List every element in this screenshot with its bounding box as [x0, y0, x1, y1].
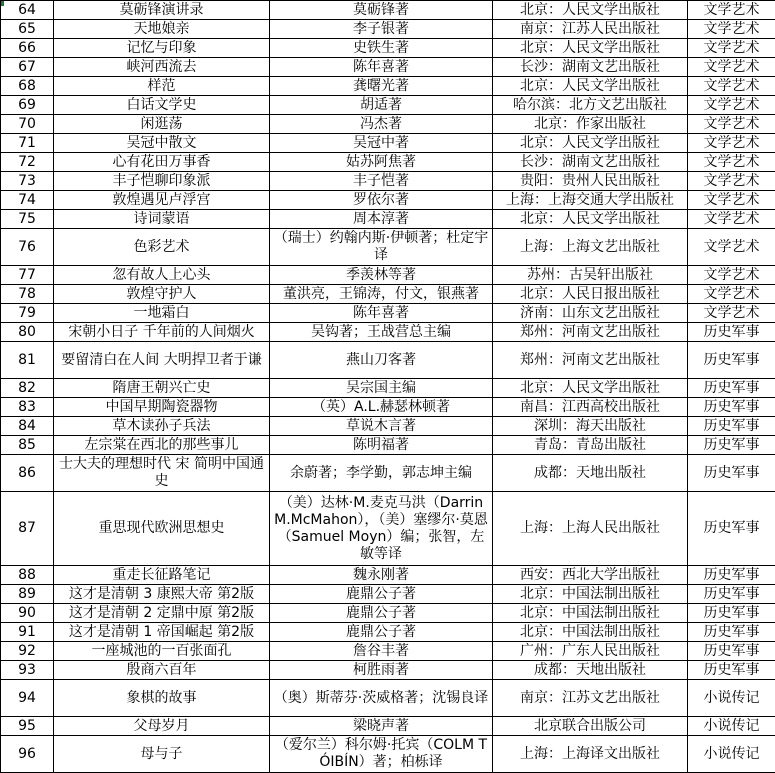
cell-number[interactable]: 80	[1, 323, 54, 342]
cell-publisher[interactable]: 长沙：湖南文艺出版社	[493, 58, 688, 77]
table-row	[1, 492, 775, 566]
cell-publisher[interactable]: 南昌：江西高校出版社	[493, 398, 688, 417]
cell-author[interactable]: 龚曙光著	[270, 77, 493, 96]
cell-publisher[interactable]: 苏州：古吴轩出版社	[493, 266, 688, 285]
table-row	[1, 623, 775, 642]
cell-title[interactable]: 一地霜白	[54, 304, 270, 323]
cell-author[interactable]: （美）达林·M.麦克马洪（Darrin M.McMahon），（美）塞缪尔·莫恩（Samuel Moyn）编；张智，左敏等译	[270, 492, 493, 566]
table-row	[1, 661, 775, 680]
table-row	[1, 717, 775, 736]
cell-category[interactable]: 文学艺术	[688, 77, 775, 96]
cell-category[interactable]: 文学艺术	[688, 115, 775, 134]
cell-category[interactable]: 小说传记	[688, 736, 775, 773]
cell-title[interactable]: 殷商六百年	[54, 661, 270, 680]
cell-author[interactable]: 史铁生著	[270, 39, 493, 58]
table-row	[1, 1, 775, 20]
table-row	[1, 304, 775, 323]
cell-publisher[interactable]: 郑州：河南文艺出版社	[493, 342, 688, 379]
cell-publisher[interactable]: 南京：江苏文艺出版社	[493, 680, 688, 717]
cell-publisher[interactable]: 北京：人民日报出版社	[493, 285, 688, 304]
table-row	[1, 58, 775, 77]
table-row	[1, 680, 775, 717]
table-row	[1, 455, 775, 492]
table-row	[1, 96, 775, 115]
cell-title[interactable]: 士大夫的理想时代 宋 简明中国通史	[54, 455, 270, 492]
cell-category[interactable]: 历史军事	[688, 417, 775, 436]
cell-author[interactable]: 吴宗国主编	[270, 379, 493, 398]
cell-category[interactable]: 历史军事	[688, 379, 775, 398]
cell-publisher[interactable]: 广州：广东人民出版社	[493, 642, 688, 661]
table-body	[1, 1, 775, 773]
cell-number[interactable]: 78	[1, 285, 54, 304]
cell-publisher[interactable]: 南京：江苏人民出版社	[493, 20, 688, 39]
cell-number[interactable]: 92	[1, 642, 54, 661]
cell-category[interactable]: 历史军事	[688, 585, 775, 604]
cell-category[interactable]: 历史军事	[688, 398, 775, 417]
cell-number[interactable]: 65	[1, 20, 54, 39]
cell-publisher[interactable]: 哈尔滨：北方文艺出版社	[493, 96, 688, 115]
table-row	[1, 436, 775, 455]
cell-number[interactable]: 79	[1, 304, 54, 323]
cell-title[interactable]: 重走长征路笔记	[54, 566, 270, 585]
cell-category[interactable]: 文学艺术	[688, 96, 775, 115]
cell-author[interactable]: 陈年喜著	[270, 304, 493, 323]
cell-title[interactable]: 天地娘亲	[54, 20, 270, 39]
cell-number[interactable]: 93	[1, 661, 54, 680]
cell-category[interactable]: 小说传记	[688, 717, 775, 736]
cell-title[interactable]: 父母岁月	[54, 717, 270, 736]
cell-publisher[interactable]: 西安：西北大学出版社	[493, 566, 688, 585]
cell-title[interactable]: 宋朝小日子 千年前的人间烟火	[54, 323, 270, 342]
cell-publisher[interactable]: 北京：中国法制出版社	[493, 623, 688, 642]
cell-number[interactable]: 81	[1, 342, 54, 379]
cell-title[interactable]: 重思现代欧洲思想史	[54, 492, 270, 566]
cell-title[interactable]: 敦煌遇见卢浮宫	[54, 191, 270, 210]
table-row	[1, 585, 775, 604]
cell-title[interactable]: 中国早期陶瓷器物	[54, 398, 270, 417]
cell-category[interactable]: 文学艺术	[688, 153, 775, 172]
cell-title[interactable]: 要留清白在人间 大明捍卫者于谦	[54, 342, 270, 379]
table-row	[1, 134, 775, 153]
table-row	[1, 417, 775, 436]
cell-number[interactable]: 96	[1, 736, 54, 773]
cell-category[interactable]: 文学艺术	[688, 229, 775, 266]
cell-category[interactable]: 历史军事	[688, 623, 775, 642]
cell-number[interactable]: 94	[1, 680, 54, 717]
cell-author[interactable]: （爱尔兰）科尔姆·托宾（COLM TÓIBÍN）著；柏栎译	[270, 736, 493, 773]
cell-author[interactable]: 董洪亮，王锦涛，付文，银燕著	[270, 285, 493, 304]
cell-author[interactable]: 姑苏阿焦著	[270, 153, 493, 172]
cell-author[interactable]: 丰子恺著	[270, 172, 493, 191]
cell-publisher[interactable]: 济南：山东文艺出版社	[493, 304, 688, 323]
table-row	[1, 77, 775, 96]
cell-publisher[interactable]: 北京：中国法制出版社	[493, 604, 688, 623]
cell-category[interactable]: 历史军事	[688, 566, 775, 585]
table-row	[1, 20, 775, 39]
cell-publisher[interactable]: 上海：上海文艺出版社	[493, 229, 688, 266]
cell-number[interactable]: 86	[1, 455, 54, 492]
cell-publisher[interactable]: 长沙：湖南文艺出版社	[493, 153, 688, 172]
cell-category[interactable]: 文学艺术	[688, 266, 775, 285]
cell-number[interactable]: 72	[1, 153, 54, 172]
cell-publisher[interactable]: 北京：作家出版社	[493, 115, 688, 134]
table-row	[1, 172, 775, 191]
cell-author[interactable]: 陈年喜著	[270, 58, 493, 77]
cell-title[interactable]: 样范	[54, 77, 270, 96]
cell-category[interactable]: 文学艺术	[688, 58, 775, 77]
cell-publisher[interactable]: 上海：上海交通大学出版社	[493, 191, 688, 210]
cell-number[interactable]: 90	[1, 604, 54, 623]
cell-author[interactable]: （瑞士）约翰内斯·伊顿著；杜定宇译	[270, 229, 493, 266]
table-row	[1, 398, 775, 417]
table-row	[1, 342, 775, 379]
cell-title[interactable]: 色彩艺术	[54, 229, 270, 266]
cell-number[interactable]: 82	[1, 379, 54, 398]
cell-author[interactable]: 詹谷丰著	[270, 642, 493, 661]
cell-number[interactable]: 83	[1, 398, 54, 417]
cell-author[interactable]: 季羡林等著	[270, 266, 493, 285]
cell-author[interactable]: 冯杰著	[270, 115, 493, 134]
cell-number[interactable]: 71	[1, 134, 54, 153]
cell-number[interactable]: 66	[1, 39, 54, 58]
cell-author[interactable]: 陈明福著	[270, 436, 493, 455]
cell-category[interactable]: 历史军事	[688, 642, 775, 661]
cell-category[interactable]: 历史军事	[688, 455, 775, 492]
cell-author[interactable]: 莫砺锋著	[270, 1, 493, 20]
cell-category[interactable]: 文学艺术	[688, 304, 775, 323]
cell-title[interactable]: 这才是清朝 3 康熙大帝 第2版	[54, 585, 270, 604]
cell-title[interactable]: 隋唐王朝兴亡史	[54, 379, 270, 398]
table-row	[1, 229, 775, 266]
cell-publisher[interactable]: 北京：人民文学出版社	[493, 39, 688, 58]
cell-number[interactable]: 70	[1, 115, 54, 134]
cell-category[interactable]: 文学艺术	[688, 1, 775, 20]
cell-title[interactable]: 峡河西流去	[54, 58, 270, 77]
cell-title[interactable]: 忽有故人上心头	[54, 266, 270, 285]
cell-publisher[interactable]: 北京：人民文学出版社	[493, 77, 688, 96]
cell-publisher[interactable]: 上海：上海译文出版社	[493, 736, 688, 773]
table-row	[1, 642, 775, 661]
cell-number[interactable]: 87	[1, 492, 54, 566]
cell-title[interactable]: 这才是清朝 2 定鼎中原 第2版	[54, 604, 270, 623]
table-row	[1, 566, 775, 585]
table-row	[1, 191, 775, 210]
cell-title[interactable]: 白话文学史	[54, 96, 270, 115]
cell-title[interactable]: 象棋的故事	[54, 680, 270, 717]
cell-category[interactable]: 历史军事	[688, 661, 775, 680]
cell-category[interactable]: 文学艺术	[688, 172, 775, 191]
cell-title[interactable]: 心有花田万事香	[54, 153, 270, 172]
cell-category[interactable]: 历史军事	[688, 323, 775, 342]
cell-number[interactable]: 91	[1, 623, 54, 642]
cell-publisher[interactable]: 北京：人民文学出版社	[493, 210, 688, 229]
cell-category[interactable]: 历史军事	[688, 342, 775, 379]
cell-category[interactable]: 文学艺术	[688, 134, 775, 153]
cell-category[interactable]: 小说传记	[688, 680, 775, 717]
cell-publisher[interactable]: 深圳：海天出版社	[493, 417, 688, 436]
cell-author[interactable]: （英）A.L.赫瑟林顿著	[270, 398, 493, 417]
table-row	[1, 285, 775, 304]
cell-author[interactable]: 鹿鼎公子著	[270, 623, 493, 642]
cell-number[interactable]: 69	[1, 96, 54, 115]
cell-title[interactable]: 敦煌守护人	[54, 285, 270, 304]
cell-publisher[interactable]: 郑州：河南文艺出版社	[493, 323, 688, 342]
cell-title[interactable]: 这才是清朝 1 帝国崛起 第2版	[54, 623, 270, 642]
cell-author[interactable]: 罗依尔著	[270, 191, 493, 210]
table-row	[1, 266, 775, 285]
cell-title[interactable]: 草木读孙子兵法	[54, 417, 270, 436]
cell-title[interactable]: 诗词蒙语	[54, 210, 270, 229]
table-row	[1, 153, 775, 172]
cell-title[interactable]: 闲逛荡	[54, 115, 270, 134]
cell-author[interactable]: 李子银著	[270, 20, 493, 39]
cell-author[interactable]: 草说木言著	[270, 417, 493, 436]
cell-author[interactable]: 柯胜雨著	[270, 661, 493, 680]
table-row	[1, 210, 775, 229]
cell-title[interactable]: 一座城池的一百张面孔	[54, 642, 270, 661]
cell-title[interactable]: 左宗棠在西北的那些事儿	[54, 436, 270, 455]
cell-number[interactable]: 88	[1, 566, 54, 585]
cell-publisher[interactable]: 北京：中国法制出版社	[493, 585, 688, 604]
cell-category[interactable]: 文学艺术	[688, 39, 775, 58]
table-row	[1, 39, 775, 58]
cell-number[interactable]: 68	[1, 77, 54, 96]
cell-author[interactable]: 吴钩著；王战营总主编	[270, 323, 493, 342]
cell-publisher[interactable]: 北京联合出版公司	[493, 717, 688, 736]
cell-title[interactable]: 记忆与印象	[54, 39, 270, 58]
cell-title[interactable]: 母与子	[54, 736, 270, 773]
cell-title[interactable]: 丰子恺聊印象派	[54, 172, 270, 191]
cell-author[interactable]: 鹿鼎公子著	[270, 585, 493, 604]
cell-publisher[interactable]: 青岛：青岛出版社	[493, 436, 688, 455]
cell-number[interactable]: 67	[1, 58, 54, 77]
cell-author[interactable]: 燕山刀客著	[270, 342, 493, 379]
table-row	[1, 115, 775, 134]
cell-number[interactable]: 76	[1, 229, 54, 266]
cell-number[interactable]: 74	[1, 191, 54, 210]
cell-title[interactable]: 莫砺锋演讲录	[54, 1, 270, 20]
cell-author[interactable]: 周本淳著	[270, 210, 493, 229]
table-row	[1, 323, 775, 342]
cell-author[interactable]: 梁晓声著	[270, 717, 493, 736]
cell-publisher[interactable]: 上海：上海人民出版社	[493, 492, 688, 566]
cell-publisher[interactable]: 成都：天地出版社	[493, 661, 688, 680]
cell-category[interactable]: 历史军事	[688, 492, 775, 566]
cell-author[interactable]: 吴冠中著	[270, 134, 493, 153]
cell-author[interactable]: 胡适著	[270, 96, 493, 115]
cell-number[interactable]: 84	[1, 417, 54, 436]
cell-publisher[interactable]: 贵阳：贵州人民出版社	[493, 172, 688, 191]
cell-number[interactable]: 64	[1, 1, 54, 20]
cell-author[interactable]: （奥）斯蒂芬·茨威格著；沈锡良译	[270, 680, 493, 717]
cell-publisher[interactable]: 北京：人民文学出版社	[493, 134, 688, 153]
cell-category[interactable]: 文学艺术	[688, 210, 775, 229]
cell-category[interactable]: 文学艺术	[688, 191, 775, 210]
cell-publisher[interactable]: 北京：人民文学出版社	[493, 1, 688, 20]
cell-number[interactable]: 89	[1, 585, 54, 604]
cell-number[interactable]: 75	[1, 210, 54, 229]
cell-category[interactable]: 历史军事	[688, 604, 775, 623]
cell-category[interactable]: 文学艺术	[688, 285, 775, 304]
cell-number[interactable]: 85	[1, 436, 54, 455]
cell-number[interactable]: 73	[1, 172, 54, 191]
table-row	[1, 736, 775, 773]
cell-author[interactable]: 鹿鼎公子著	[270, 604, 493, 623]
cell-title[interactable]: 吴冠中散文	[54, 134, 270, 153]
cell-number[interactable]: 95	[1, 717, 54, 736]
cell-category[interactable]: 历史军事	[688, 436, 775, 455]
cell-author[interactable]: 魏永刚著	[270, 566, 493, 585]
cell-number[interactable]: 77	[1, 266, 54, 285]
cell-publisher[interactable]: 成都：天地出版社	[493, 455, 688, 492]
table-row	[1, 379, 775, 398]
cell-author[interactable]: 余蔚著；李学勤，郭志坤主编	[270, 455, 493, 492]
cell-publisher[interactable]: 北京：人民文学出版社	[493, 379, 688, 398]
table-row	[1, 604, 775, 623]
cell-category[interactable]: 文学艺术	[688, 20, 775, 39]
